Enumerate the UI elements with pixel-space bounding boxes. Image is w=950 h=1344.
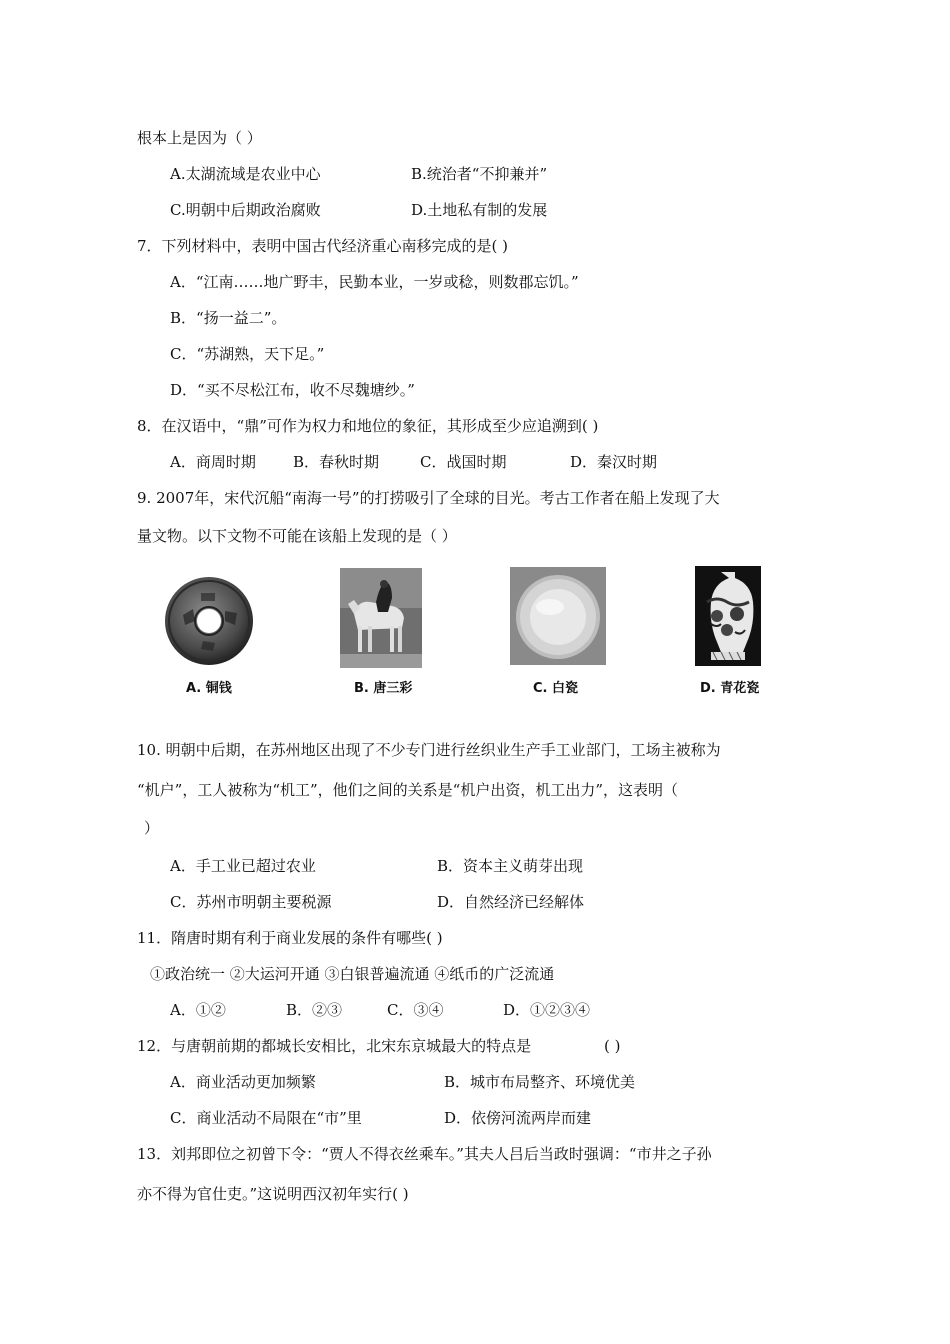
q9-caption-b: B. 唐三彩 [354, 681, 413, 696]
q7-option-c: C．“苏湖熟，天下足。” [170, 345, 325, 363]
q8-option-d: D．秦汉时期 [570, 453, 658, 471]
q8-option-c: C．战国时期 [420, 453, 507, 471]
q11-option-c: C．③④ [387, 1001, 444, 1019]
q11-items: ①政治统一 ②大运河开通 ③白银普遍流通 ④纸币的广泛流通 [150, 965, 555, 983]
q10-option-c: C．苏州市明朝主要税源 [170, 893, 332, 911]
q6-stem-tail: 根本上是因为（ ） [137, 129, 262, 147]
q12-paren: ( ) [604, 1037, 621, 1055]
q12-option-d: D．依傍河流两岸而建 [444, 1109, 592, 1127]
q10-stem-line3: ） [144, 819, 160, 837]
q12-stem: 12．与唐朝前期的都城长安相比，北宋东京城最大的特点是 [137, 1037, 532, 1055]
q10-stem-line2: “机户”，工人被称为“机工”，他们之间的关系是“机户出资，机工出力”，这表明（ [137, 781, 679, 799]
q9-caption-d: D. 青花瓷 [700, 681, 760, 696]
q13-stem-line2: 亦不得为官仕吏。”这说明西汉初年实行( ) [137, 1185, 409, 1203]
q10-option-d: D．自然经济已经解体 [437, 893, 585, 911]
white-porcelain-image [510, 567, 606, 665]
q6-option-c: C.明朝中后期政治腐败 [170, 201, 321, 219]
blue-white-porcelain-image [695, 566, 761, 666]
tang-sancai-image [340, 568, 422, 668]
q7-option-d: D．“买不尽松江布，收不尽魏塘纱。” [170, 381, 415, 399]
q9-caption-c: C. 白瓷 [533, 681, 579, 696]
q8-option-b: B．春秋时期 [293, 453, 380, 471]
q8-stem: 8．在汉语中，“鼎”可作为权力和地位的象征，其形成至少应追溯到( ) [137, 417, 599, 435]
q7-stem: 7．下列材料中，表明中国古代经济重心南移完成的是( ) [137, 237, 509, 255]
q8-option-a: A．商周时期 [170, 453, 256, 471]
q9-stem-line2: 量文物。以下文物不可能在该船上发现的是（ ） [137, 527, 457, 545]
q11-stem: 11．隋唐时期有利于商业发展的条件有哪些( ) [137, 929, 443, 947]
q11-option-d: D．①②③④ [503, 1001, 591, 1019]
q10-option-b: B．资本主义萌芽出现 [437, 857, 584, 875]
q11-option-b: B．②③ [286, 1001, 343, 1019]
q6-option-d: D.土地私有制的发展 [411, 201, 548, 219]
q11-option-a: A．①② [170, 1001, 226, 1019]
q10-option-a: A．手工业已超过农业 [170, 857, 316, 875]
q7-option-a: A．“江南……地广野丰，民勤本业，一岁或稔，则数郡忘饥。” [170, 273, 579, 291]
q12-option-a: A．商业活动更加频繁 [170, 1073, 316, 1091]
copper-coin-image [163, 575, 255, 667]
q6-option-b: B.统治者“不抑兼并” [411, 165, 548, 183]
q13-stem-line1: 13．刘邦即位之初曾下令：“贾人不得衣丝乘车。”其夫人吕后当政时强调：“市井之子孙 [137, 1145, 712, 1163]
q12-option-c: C．商业活动不局限在“市”里 [170, 1109, 362, 1127]
q9-stem-line1: 9. 2007年，宋代沉船“南海一号”的打捞吸引了全球的目光。考古工作者在船上发现了大 [137, 489, 720, 507]
q12-option-b: B．城市布局整齐、环境优美 [444, 1073, 636, 1091]
q7-option-b: B．“扬一益二”。 [170, 309, 287, 327]
q6-option-a: A.太湖流域是农业中心 [170, 165, 321, 183]
q9-caption-a: A. 铜钱 [186, 681, 232, 696]
q10-stem-line1: 10. 明朝中后期，在苏州地区出现了不少专门进行丝织业生产手工业部门，工场主被称为 [137, 741, 721, 759]
